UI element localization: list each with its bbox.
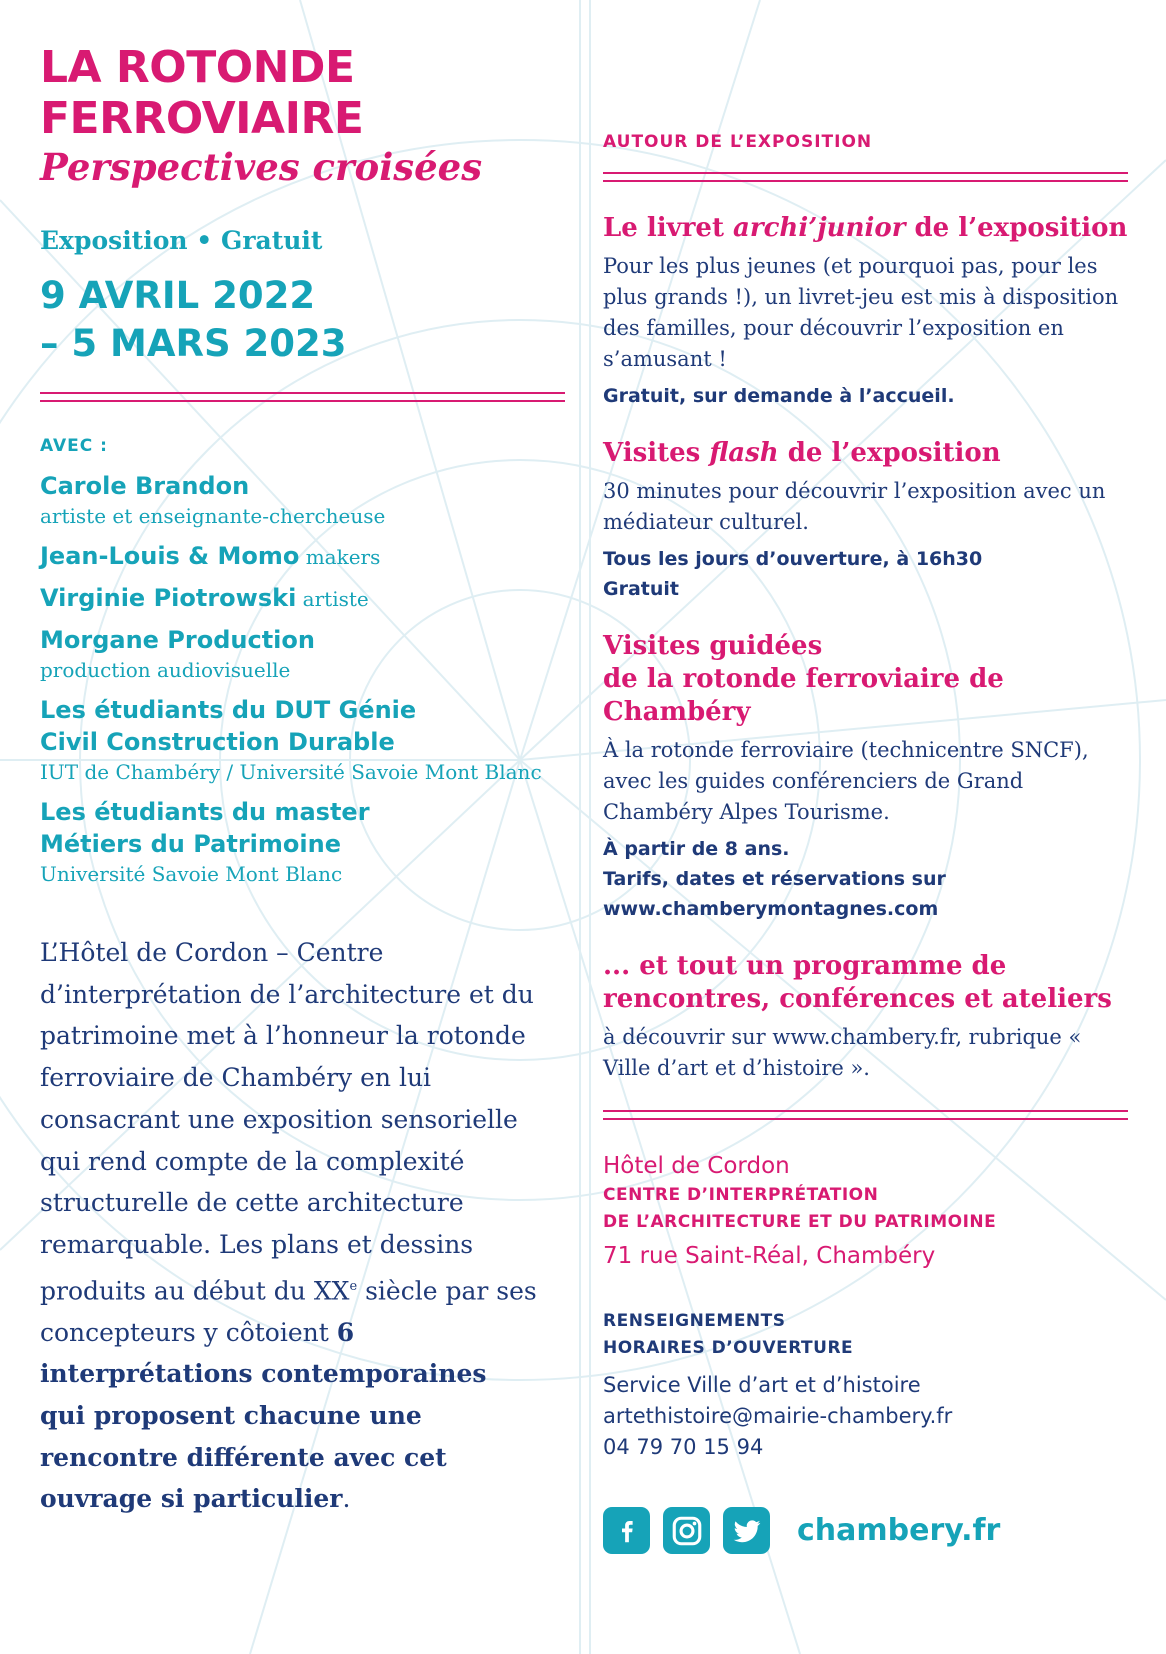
flash-info-1: Tous les jours d’ouverture, à 16h30	[603, 548, 983, 570]
info-block	[603, 1308, 1128, 1463]
participant-role: artiste et enseignante-chercheuse	[40, 504, 386, 528]
participant-item	[40, 540, 570, 572]
participant-name: Morgane Production	[40, 626, 315, 654]
participant-role: artiste	[296, 587, 369, 611]
participant-name: Jean-Louis & Momo	[40, 542, 300, 570]
intro-bold: 6 interprétations contemporaines qui proposent chacune une rencontre différente avec cet ouvrage si particulier	[40, 1317, 487, 1514]
programme-body: à découvrir sur www.chambery.fr, rubrique « Ville d’art et d’histoire ».	[603, 1025, 1082, 1080]
left-column	[40, 42, 570, 1520]
programme-section	[603, 950, 1128, 1084]
intro-text: L’Hôtel de Cordon – Centre d’interprétation de l’architecture et du patrimoine met à l’honneur la rotonde ferroviaire de Chambéry en lui consacrant une exposition sensorielle qui rend compte de la complexité structurelle de cette architecture remarquable. Les plans et dessins produits au début du XX	[40, 938, 534, 1305]
autour-label: AUTOUR DE L’EXPOSITION	[603, 132, 873, 152]
address-block	[603, 1150, 1128, 1272]
venue-caption-1: CENTRE D’INTERPRÉTATION	[603, 1185, 879, 1205]
divider	[603, 1110, 1128, 1120]
guidees-body: À la rotonde ferroviaire (technicentre SNCF), avec les guides conférenciers de Grand Chambéry Alpes Tourisme.	[603, 738, 1089, 824]
title-line-1: LA ROTONDE	[40, 42, 355, 93]
participant-role: Université Savoie Mont Blanc	[40, 862, 343, 886]
participant-role: IUT de Chambéry / Université Savoie Mont Blanc	[40, 760, 542, 784]
participant-item	[40, 582, 570, 614]
date-end: – 5 MARS 2023	[40, 322, 347, 365]
flash-info-2: Gratuit	[603, 578, 679, 600]
programme-title: ... et tout un programme de rencontres, conférences et ateliers	[603, 951, 1112, 1014]
participant-role: production audiovisuelle	[40, 658, 291, 682]
guidees-title-2: de la rotonde ferroviaire de Chambéry	[603, 664, 1004, 727]
flash-section	[603, 437, 1128, 604]
divider	[603, 172, 1128, 182]
facebook-icon[interactable]	[603, 1507, 650, 1554]
guidees-title-1: Visites guidées	[603, 631, 823, 661]
title-line-2: FERROVIAIRE	[40, 93, 364, 144]
info-caption-1: RENSEIGNEMENTS	[603, 1311, 786, 1331]
subtitle: Perspectives croisées	[40, 145, 483, 189]
guidees-link[interactable]: www.chamberymontagnes.com	[603, 898, 939, 920]
flash-title: Visites flash de l’exposition	[603, 438, 1001, 468]
info-service: Service Ville d’art et d’histoire	[603, 1373, 921, 1397]
guidees-section	[603, 630, 1128, 924]
participant-item	[40, 624, 570, 684]
avec-label: AVEC :	[40, 436, 108, 456]
livret-info: Gratuit, sur demande à l’accueil.	[603, 385, 955, 407]
intro-paragraph	[40, 932, 540, 1520]
info-caption-2: HORAIRES D’OUVERTURE	[603, 1338, 854, 1358]
divider	[40, 392, 565, 402]
participant-item	[40, 694, 570, 786]
participant-name: Virginie Piotrowski	[40, 584, 297, 612]
livret-title: Le livret archi’junior de l’exposition	[603, 213, 1128, 243]
guidees-info-2: Tarifs, dates et réservations sur	[603, 868, 946, 890]
date-start: 9 AVRIL 2022	[40, 274, 316, 317]
exposition-label: Exposition • Gratuit	[40, 226, 323, 255]
website-link[interactable]: chambery.fr	[797, 1513, 1001, 1548]
participant-name: Les étudiants du master Métiers du Patrimoine	[40, 798, 370, 858]
instagram-icon[interactable]	[663, 1507, 710, 1554]
intro-text-2: siècle par ses concepteurs y côtoient	[40, 1275, 537, 1347]
venue-caption-2: DE L’ARCHITECTURE ET DU PATRIMOINE	[603, 1212, 997, 1232]
participants-list	[40, 470, 570, 888]
participant-role: makers	[299, 545, 381, 569]
participant-item	[40, 796, 570, 888]
guidees-info-1: À partir de 8 ans.	[603, 838, 790, 860]
participant-item	[40, 470, 570, 530]
livret-section	[603, 212, 1128, 411]
livret-body: Pour les plus jeunes (et pourquoi pas, pour les plus grands !), un livret-jeu est mis à disposition des familles, pour découvrir l’exposition en s’amusant !	[603, 254, 1119, 371]
intro-sup: e	[349, 1278, 358, 1294]
right-column	[603, 132, 1128, 1554]
intro-end: .	[342, 1484, 351, 1514]
participant-name: Carole Brandon	[40, 472, 250, 500]
info-email[interactable]: artethistoire@mairie-chambery.fr	[603, 1404, 953, 1428]
info-phone[interactable]: 04 79 70 15 94	[603, 1435, 764, 1459]
twitter-icon[interactable]	[723, 1507, 770, 1554]
social-bar	[603, 1507, 1128, 1554]
venue-name: Hôtel de Cordon	[603, 1153, 790, 1179]
flash-body: 30 minutes pour découvrir l’exposition avec un médiateur culturel.	[603, 479, 1106, 534]
date-range	[40, 272, 570, 368]
venue-address: 71 rue Saint-Réal, Chambéry	[603, 1243, 936, 1269]
participant-name: Les étudiants du DUT Génie Civil Construction Durable	[40, 696, 417, 756]
